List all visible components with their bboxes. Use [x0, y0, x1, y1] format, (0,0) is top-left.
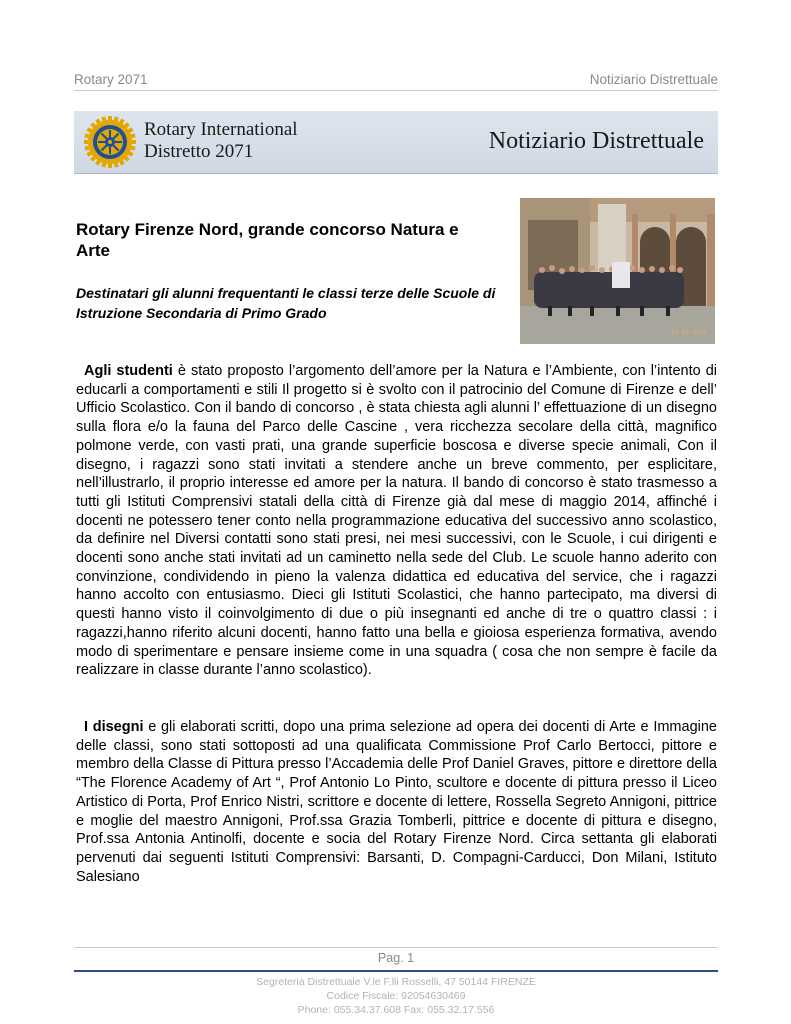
footer-fiscal-code: Codice Fiscale: 92054630469 [326, 990, 466, 1002]
banner-org-name [144, 119, 298, 163]
paragraph-1-lead: Agli studenti [84, 363, 173, 379]
footer-phone: Phone: 055.34.37.608 Fax: 055.32.17.556 [297, 1004, 495, 1016]
running-header-left: Rotary 2071 [74, 72, 148, 87]
header-divider [74, 90, 718, 91]
footer-divider [74, 947, 718, 948]
group-photo-image [520, 198, 715, 344]
article-paragraph-1 [76, 362, 717, 680]
banner-org-line1: Rotary International [144, 119, 298, 140]
page-number: Pag. 1 [377, 951, 415, 965]
article-title: Rotary Firenze Nord, grande concorso Natura e Arte [76, 220, 459, 260]
paragraph-2-lead: I disegni [84, 719, 144, 735]
newsletter-banner [74, 111, 718, 174]
banner-title: Notiziario Distrettuale [488, 128, 704, 154]
rotary-wheel-icon [83, 115, 137, 169]
running-header [74, 72, 718, 87]
footer-contact [74, 975, 718, 1017]
paragraph-1-text: è stato proposto l’argomento dell’amore per la Natura e l’Ambiente, con l’intento di educarli a comportamenti e stili Il progetto si è svolto con il patrocinio del Comune di Firenze e dell’ Ufficio Scolastico. Con il bando di concorso , è stata chiesta agli alunni l’ effettuazione di un disegno sulla flora e/o la fauna del Parco delle Cascine , vera ricchezza secolare della città, magnifico polmone verde, con vasti prati, una grande superficie boscosa e diverse specie animali, Con il disegno, i ragazzi sono stati invitati a stendere anche un breve commento, per esplicitare, nell’illustrarlo, il proprio interesse ed amore per la natura. Il bando di concorso è stato trasmesso a tutti gli Istituti Comprensivi statali della città di Firenze già dal mese di maggio 2014, affinché i docenti ne potessero tener conto nella programmazione educativa del successivo anno scolastico, da definire nel Diversi contatti sono stati presi, nei mesi successivi, con le Scuole, i cui dirigenti e docenti sono anche stati invitati ad un caminetto nella sede del Club. Le scuole hanno aderito con convinzione, condividendo in pieno la valenza didattica ed educativa del service, che i ragazzi hanno accolto con entusiasmo. Dieci gli Istituti Scolastici, che hanno partecipato, ma diversi di questi hanno visto il coinvolgimento di due o più insegnanti ed anche di tre o quattro classi : i ragazzi,hanno riferito alcuni docenti, hanno fatto una bella e gioiosa esperienza formativa, avendo modo di sperimentare e pensare insieme come in una squadra ( cosa che non sempre è facile da realizzare in classe durante l’anno scolastico). [76, 363, 717, 679]
article-paragraph-2 [76, 718, 717, 886]
footer-accent-rule [74, 970, 718, 972]
photo-date-stamp: 21 02 2015 [670, 329, 707, 336]
running-header-right: Notiziario Distrettuale [589, 72, 718, 87]
article-subtitle: Destinatari gli alunni frequentanti le classi terze delle Scuole di Istruzione Secondaria di Primo Grado [76, 285, 496, 321]
group-photo [520, 198, 715, 344]
paragraph-2-text: e gli elaborati scritti, dopo una prima selezione ad opera dei docenti di Arte e Immagine delle classi, sono stati sottoposti ad una qualificata Commissione Prof Carlo Bertocci, pittore e membro della Classe di Pittura presso l’Accademia delle Prof Daniel Graves, pittore e direttore della “The Florence Academy of Art “, Prof Antonio Lo Pinto, scultore e docente di pittura presso il Liceo Artistico di Porta, Prof Enrico Nistri, scrittore e docente di lettere, Rossella Segreto Annigoni, pittrice e moglie del maestro Annigoni, Prof.ssa Grazia Tomberli, pittrice e docente di pittura e disegno, Prof.ssa Antonia Antinolfi, docente e socia del Rotary Firenze Nord. Circa settanta gli elaborati pervenuti dai seguenti Istituti Comprensivi: Barsanti, D. Compagni-Carducci, Don Milani, Istituto Salesiano [76, 719, 717, 885]
footer-address: Segreteria Distrettuale V.le F.lli Rosselli, 47 50144 FIRENZE [256, 976, 536, 988]
banner-org-line2: Distretto 2071 [144, 141, 254, 162]
